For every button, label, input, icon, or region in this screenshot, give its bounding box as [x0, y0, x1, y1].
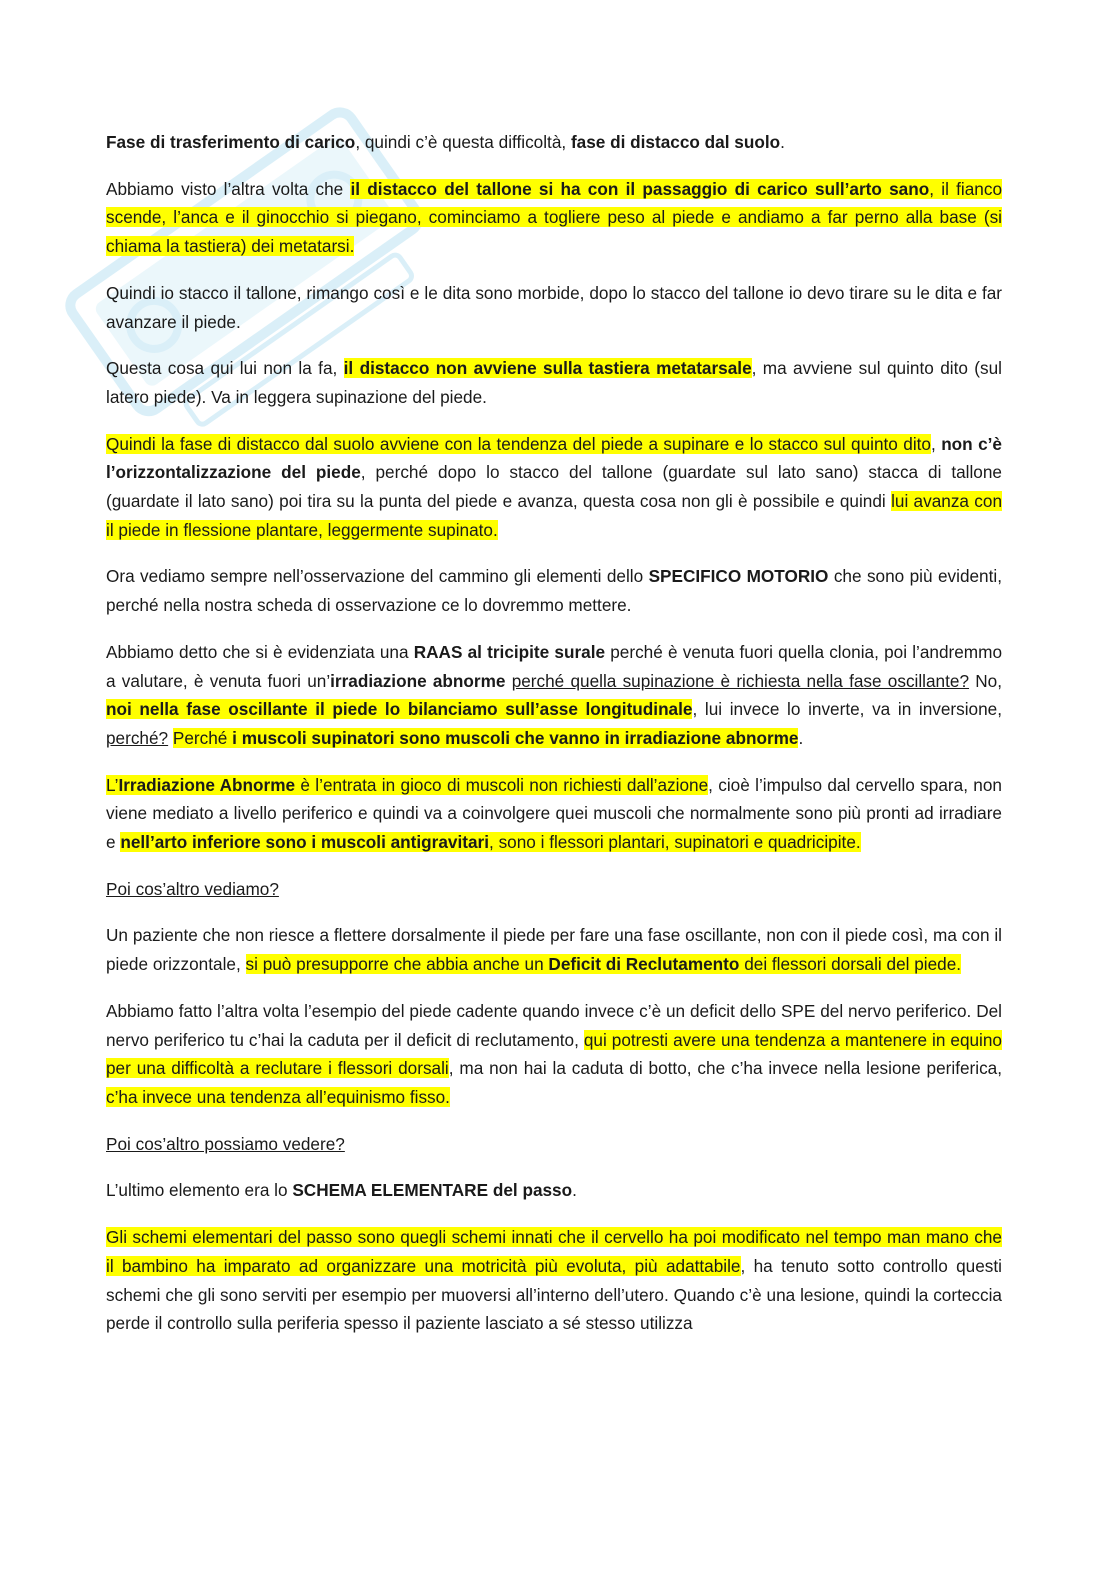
paragraph	[106, 175, 1002, 261]
text-segment: , ma non hai la caduta di botto, che c’ha invece nella lesione periferica,	[448, 1058, 1002, 1079]
paragraph	[106, 875, 1002, 904]
highlighted-text: Perché	[172, 727, 233, 748]
paragraph	[106, 1130, 1002, 1159]
paragraph	[106, 354, 1002, 411]
text-segment: , ha tenuto sotto controllo questi schemi che gli sono serviti per esempio per muoversi all’interno dell’utero. Quando c’è una lesione, quindi la corteccia perde il controllo sulla periferia spesso il paziente lasciato a sé stesso utilizza	[106, 1255, 1002, 1334]
text-segment: Ora vediamo sempre nell’osservazione del cammino gli elementi dello	[106, 566, 649, 587]
bold-text: fase di distacco dal suolo	[570, 132, 781, 152]
text-segment: Questa cosa qui lui non la fa,	[106, 358, 344, 379]
paragraph	[106, 1176, 1002, 1205]
paragraph	[106, 921, 1002, 978]
bold-text: non c’è l’orizzontalizzazione del piede	[106, 433, 1002, 483]
text-segment: Abbiamo detto che si è evidenziata una	[106, 641, 414, 662]
paragraph	[106, 128, 1002, 157]
highlighted-text: lui avanza con il piede in flessione plantare, leggermente supinato.	[106, 491, 1003, 540]
text-segment: .	[798, 727, 804, 748]
underlined-text: perché quella supinazione è richiesta nella fase oscillante?	[511, 670, 970, 691]
highlighted-text: il distacco del tallone si ha con il passaggio di carico sull’arto sano	[350, 178, 930, 199]
paragraph	[106, 997, 1002, 1112]
highlighted-text: noi nella fase oscillante il piede lo bilanciamo sull’asse longitudinale	[106, 699, 693, 720]
text-segment: ,	[930, 433, 942, 454]
text-segment: perché è venuta fuori quella clonia, poi l’andremmo a valutare, è venuta fuori un’	[106, 641, 1003, 691]
text-segment: , ma avviene sul quinto dito (sul latero piede). Va in leggera supinazione del piede.	[106, 358, 1002, 407]
paragraph	[106, 1223, 1002, 1338]
highlighted-text: è l’entrata in gioco di muscoli non richiesti dall’azione	[295, 774, 709, 795]
highlighted-text: Deficit di Reclutamento	[548, 954, 740, 975]
highlighted-text: , il fianco scende, l’anca e il ginocchio si piegano, cominciamo a togliere peso al piede e andiamo a far perno alla base (si chiama la tastiera) dei metatarsi.	[106, 178, 1003, 257]
text-segment: L’ultimo elemento era lo	[106, 1180, 293, 1201]
text-segment: .	[780, 132, 785, 152]
text-segment: , quindi c’è questa difficoltà,	[355, 132, 571, 152]
text-segment: , lui invece lo inverte, va in inversione,	[692, 699, 1003, 720]
highlighted-text: c’ha invece una tendenza all’equinismo fisso.	[106, 1086, 450, 1107]
highlighted-text: i muscoli supinatori sono muscoli che vanno in irradiazione abnorme	[232, 727, 799, 748]
bold-text: SCHEMA ELEMENTARE del passo	[292, 1180, 573, 1201]
highlighted-text: qui potresti avere una tendenza a mantenere in equino per una difficoltà a reclutare i flessori dorsali	[106, 1029, 1002, 1079]
underlined-text: Poi cos’altro possiamo vedere?	[106, 1133, 345, 1154]
underlined-text: perché?	[106, 727, 169, 748]
paragraph	[106, 771, 1002, 857]
document-body	[106, 128, 1002, 1356]
text-segment: Quindi io stacco il tallone, rimango così e le dita sono morbide, dopo lo stacco del tallone io devo tirare su le dita e far avanzare il piede.	[106, 282, 1002, 332]
highlighted-text: nell’arto inferiore sono i muscoli antigravitari	[120, 832, 490, 853]
paragraph	[106, 430, 1002, 545]
highlighted-text: dei flessori dorsali del piede.	[739, 954, 962, 975]
highlighted-text: , sono i flessori plantari, supinatori e quadricipite.	[489, 832, 861, 853]
paragraph	[106, 638, 1002, 753]
highlighted-text: il distacco non avviene sulla tastiera metatarsale	[343, 358, 752, 379]
paragraph	[106, 279, 1002, 336]
highlighted-text: Quindi la fase di distacco dal suolo avviene con la tendenza del piede a supinare e lo stacco sul quinto dito	[106, 433, 931, 454]
bold-text: irradiazione abnorme	[330, 670, 506, 691]
text-segment: , cioè l’impulso dal cervello spara, non viene mediato a livello periferico e quindi va a coinvolgere quei muscoli che normalmente sono più pronti ad irradiare e	[106, 774, 1002, 853]
text-segment: Abbiamo fatto l’altra volta l’esempio del piede cadente quando invece c’è un deficit dello SPE del nervo periferico. Del nervo periferico tu c’hai la caduta per il deficit di reclutamento,	[106, 1000, 1002, 1050]
text-segment: che sono più evidenti, perché nella nostra scheda di osservazione ce lo dovremmo mettere.	[106, 566, 1002, 616]
text-segment: Abbiamo visto l’altra volta che	[106, 178, 351, 199]
highlighted-text: L’	[106, 774, 119, 795]
text-segment: Un paziente che non riesce a flettere dorsalmente il piede per fare una fase oscillante, non con il piede così, ma con il piede orizzontale,	[106, 925, 1002, 975]
highlighted-text: Irradiazione Abnorme	[118, 774, 296, 795]
paragraph	[106, 562, 1002, 619]
bold-text: SPECIFICO MOTORIO	[648, 566, 829, 587]
highlighted-text: si può presupporre che abbia anche un	[245, 954, 549, 975]
highlighted-text: Gli schemi elementari del passo sono quegli schemi innati che il cervello ha poi modificato nel tempo man mano che il bambino ha imparato ad organizzare una motricità più evoluta, più adattabile	[106, 1227, 1002, 1276]
bold-text: RAAS al tricipite surale	[413, 641, 606, 662]
underlined-text: Poi cos’altro vediamo?	[106, 878, 279, 899]
text-segment: , perché dopo lo stacco del tallone (guardate sul lato sano) stacca di tallone (guardate il lato sano) poi tira su la punta del piede e avanza, questa cosa non gli è possibile e quindi	[106, 462, 1002, 512]
bold-text: Fase di trasferimento di carico	[106, 132, 356, 152]
text-segment: No,	[969, 670, 1002, 691]
text-segment: .	[572, 1180, 577, 1201]
